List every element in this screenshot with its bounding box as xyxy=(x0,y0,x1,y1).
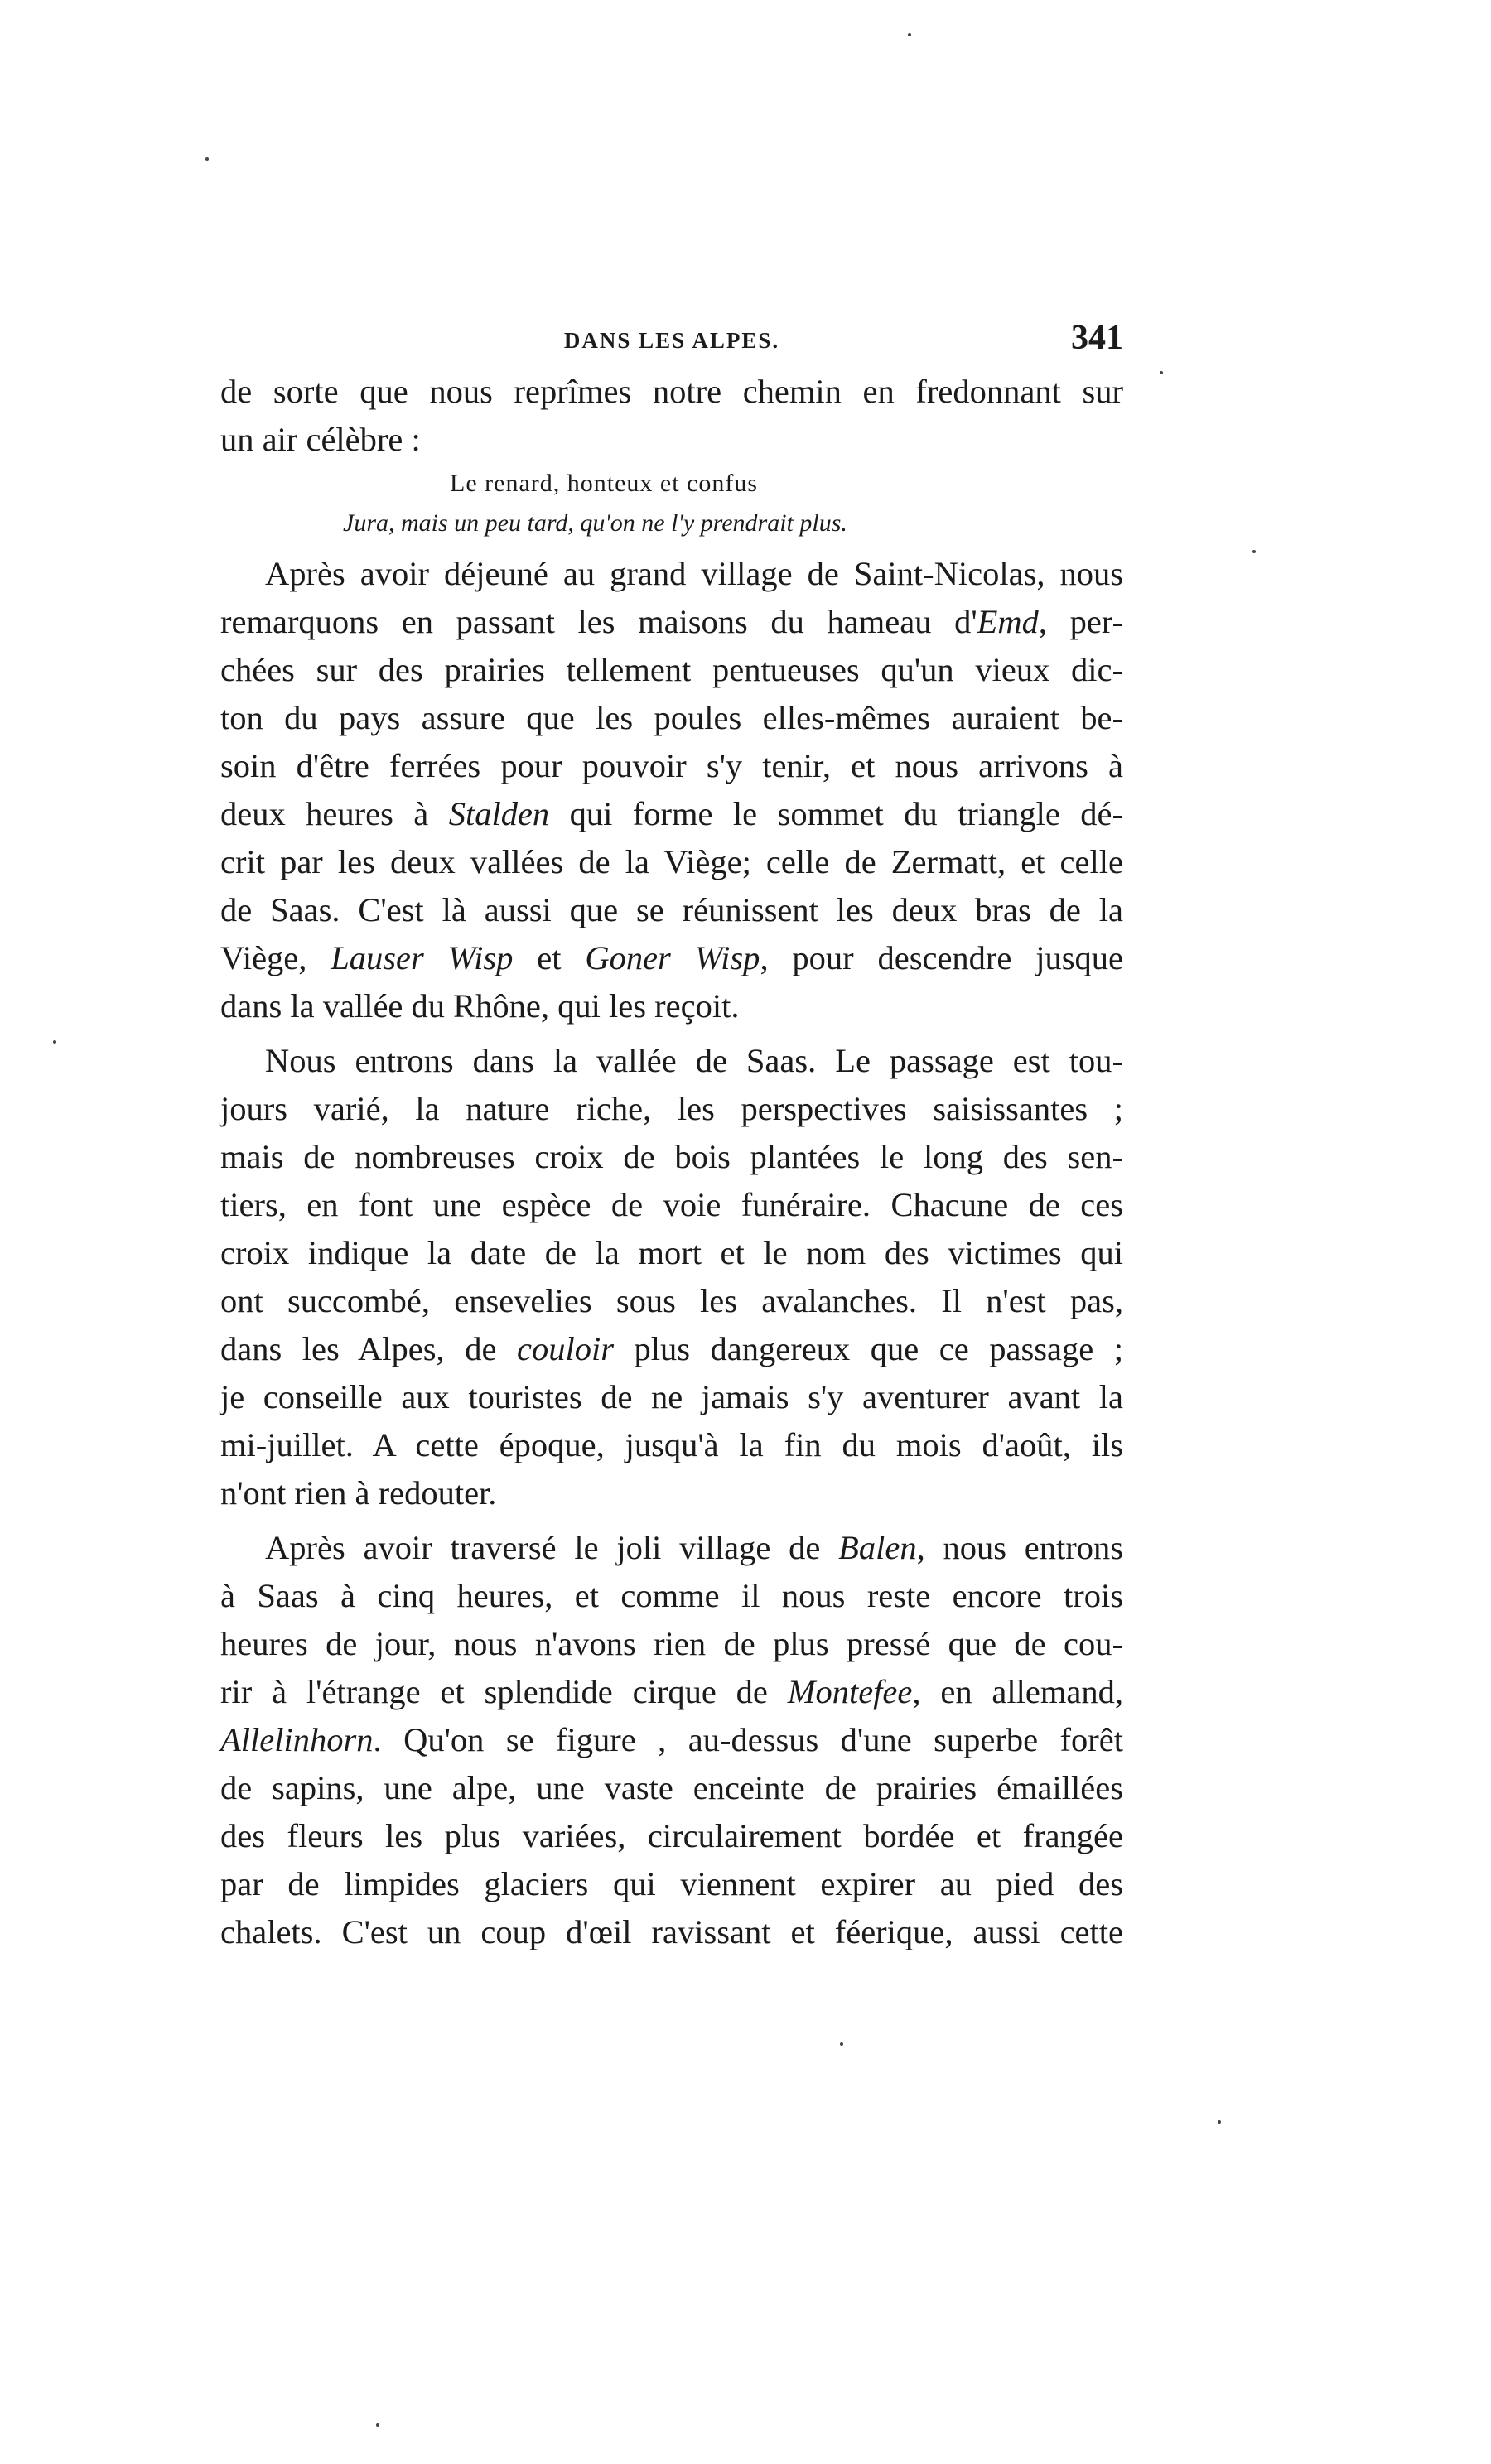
para2-line-4: tiers, en font une espèce de voie funéraire. Chacune de ces xyxy=(220,1186,1123,1223)
text-span: , pour descendre jusque xyxy=(760,939,1123,976)
para1-line-6 xyxy=(220,790,1123,838)
scan-speck xyxy=(840,2042,843,2046)
para2-line-6: ont succombé, ensevelies sous les avalanches. Il n'est pas, xyxy=(220,1282,1123,1319)
place-name-stalden: Stalden xyxy=(448,795,550,832)
text-span: Après avoir traversé le joli village de xyxy=(265,1529,839,1566)
place-name-emd: Emd xyxy=(977,603,1039,640)
scan-speck xyxy=(1160,371,1163,374)
para3-line-9: chalets. C'est un coup d'œil ravissant et féerique, aussi cette xyxy=(220,1913,1123,1950)
scan-speck xyxy=(376,2423,379,2427)
para1-line-7: crit par les deux vallées de la Viège; celle de Zermatt, et celle xyxy=(220,843,1123,880)
para3-line-1 xyxy=(220,1524,1123,1572)
body-text xyxy=(220,368,1123,1956)
term-couloir: couloir xyxy=(516,1330,614,1367)
para2-line-8: je conseille aux touristes de ne jamais s'y aventurer avant la xyxy=(220,1378,1123,1415)
para3-line-2: à Saas à cinq heures, et comme il nous reste encore trois xyxy=(220,1577,1123,1614)
scan-speck xyxy=(205,157,209,161)
para3-line-6: de sapins, une alpe, une vaste enceinte de prairies émaillées xyxy=(220,1769,1123,1806)
para3-line-8: par de limpides glaciers qui viennent expirer au pied des xyxy=(220,1865,1123,1902)
place-name-balen: Balen xyxy=(838,1529,917,1566)
text-span: rir à l'étrange et splendide cirque de xyxy=(220,1673,788,1710)
scan-speck xyxy=(908,33,911,36)
para1-line-2 xyxy=(220,598,1123,646)
scan-speck xyxy=(53,1040,56,1044)
para1-line-1: Après avoir déjeuné au grand village de Saint-Nicolas, nous xyxy=(265,555,1123,592)
text-span: remarquons en passant les maisons du hameau d' xyxy=(220,603,977,640)
para1-line-3: chées sur des prairies tellement pentueuses qu'un vieux dic- xyxy=(220,651,1123,688)
scan-speck xyxy=(1252,550,1256,553)
verse-line-1: Le renard, honteux et confus xyxy=(450,470,759,497)
text-span: et xyxy=(513,939,586,976)
opening-line-1: de sorte que nous reprîmes notre chemin en fredonnant sur xyxy=(220,373,1123,410)
opening-line-2: un air célèbre : xyxy=(220,421,421,458)
para2-line-1: Nous entrons dans la vallée de Saas. Le passage est tou- xyxy=(265,1042,1123,1079)
running-head xyxy=(220,318,1123,368)
para1-line-4: ton du pays assure que les poules elles-mêmes auraient be- xyxy=(220,699,1123,736)
para1-line-5: soin d'être ferrées pour pouvoir s'y tenir, et nous arrivons à xyxy=(220,747,1123,784)
place-name-montefee: Montefee xyxy=(787,1673,913,1710)
text-span: plus dangereux que ce passage ; xyxy=(613,1330,1123,1367)
text-span: deux heures à xyxy=(220,795,449,832)
text-span: , per- xyxy=(1038,603,1123,640)
text-span: qui forme le sommet du triangle dé- xyxy=(549,795,1123,832)
text-span: . Qu'on se figure , au-dessus d'une superbe forêt xyxy=(373,1721,1123,1758)
river-name-goner-wisp: Goner Wisp xyxy=(585,939,760,976)
place-name-allelinhorn: Allelinhorn xyxy=(220,1721,374,1758)
text-span: Viège, xyxy=(220,939,331,976)
para2-line-5: croix indique la date de la mort et le nom des victimes qui xyxy=(220,1234,1123,1271)
text-span: , nous entrons xyxy=(916,1529,1123,1566)
para1-line-10: dans la vallée du Rhône, qui les reçoit. xyxy=(220,987,740,1025)
scan-speck xyxy=(1218,2120,1221,2124)
para3-line-7: des fleurs les plus variées, circulairement bordée et frangée xyxy=(220,1817,1123,1854)
para3-line-4 xyxy=(220,1668,1123,1716)
text-span: dans les Alpes, de xyxy=(220,1330,517,1367)
para1-line-9 xyxy=(220,934,1123,982)
para2-line-10: n'ont rien à redouter. xyxy=(220,1474,497,1512)
para2-line-7 xyxy=(220,1325,1123,1373)
river-name-lauser-wisp: Lauser Wisp xyxy=(331,939,514,976)
para2-line-3: mais de nombreuses croix de bois plantées le long des sen- xyxy=(220,1138,1123,1175)
page-number: 341 xyxy=(1071,319,1123,357)
verse-line-2: Jura, mais un peu tard, qu'on ne l'y prendrait plus. xyxy=(343,509,847,537)
text-span: , en allemand, xyxy=(912,1673,1123,1710)
para1-line-8: de Saas. C'est là aussi que se réunissent les deux bras de la xyxy=(220,891,1123,928)
running-title: DANS LES ALPES. xyxy=(563,328,780,353)
para3-line-5 xyxy=(220,1716,1123,1764)
para2-line-2: jours varié, la nature riche, les perspectives saisissantes ; xyxy=(220,1090,1123,1127)
para2-line-9: mi-juillet. A cette époque, jusqu'à la fin du mois d'août, ils xyxy=(220,1426,1123,1463)
para3-line-3: heures de jour, nous n'avons rien de plus pressé que de cou- xyxy=(220,1625,1123,1662)
